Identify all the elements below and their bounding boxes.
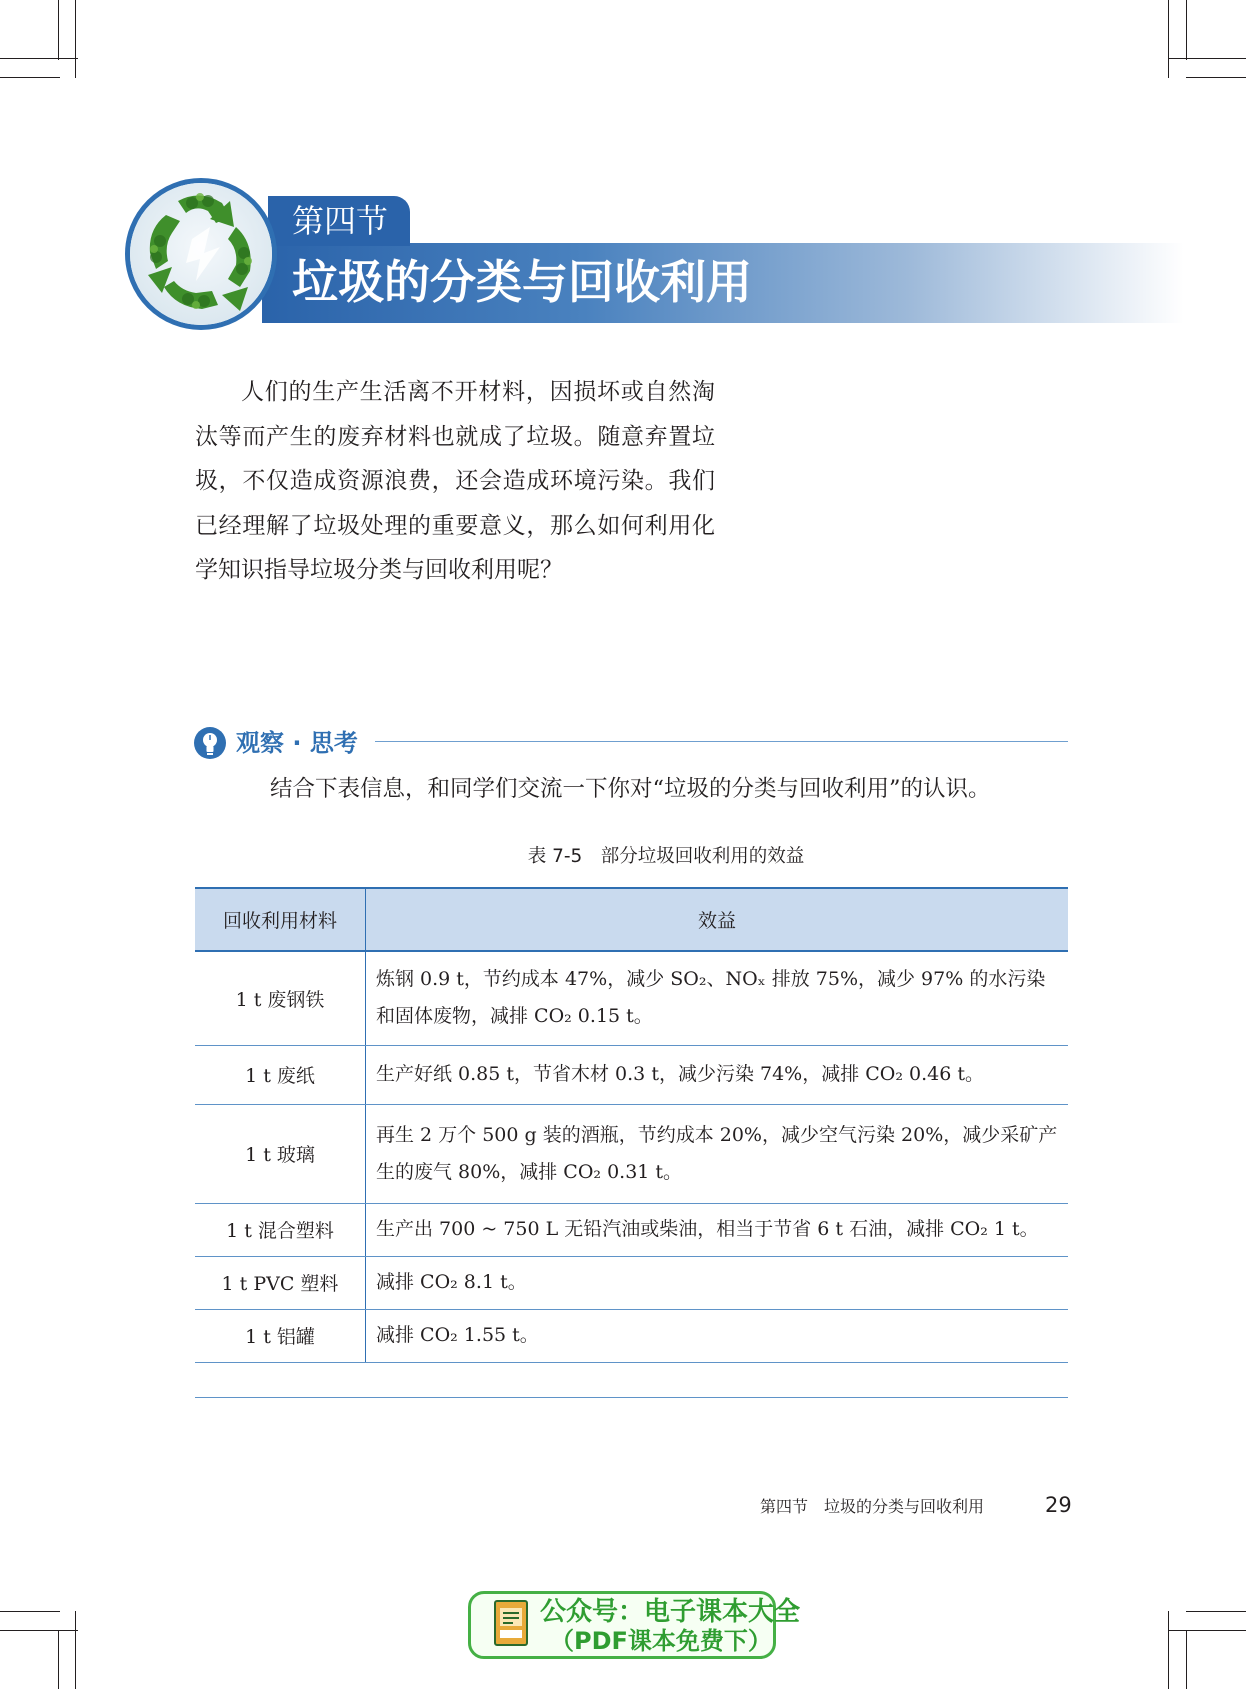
discussion-prompt: 结合下表信息，和同学们交流一下你对“垃圾的分类与回收利用”的认识。 bbox=[270, 776, 991, 802]
section-label: 第四节 bbox=[292, 202, 389, 240]
running-footer: 第四节 垃圾的分类与回收利用 bbox=[760, 1497, 985, 1516]
benefit-cell: 生产好纸 0.85 t，节省木材 0.3 t，减少污染 74%，减排 CO₂ 0.46 t。 bbox=[366, 1045, 1069, 1104]
crop-mark bbox=[75, 0, 76, 78]
column-header: 回收利用材料 bbox=[195, 888, 366, 951]
crop-mark bbox=[1186, 0, 1187, 60]
watermark-line-1: 公众号：电子课本大全 bbox=[540, 1597, 801, 1627]
crop-mark bbox=[1168, 1630, 1246, 1631]
benefit-cell: 再生 2 万个 500 g 装的酒瓶，节约成本 20%，减少空气污染 20%，减少采矿产生的废气 80%，减排 CO₂ 0.31 t。 bbox=[366, 1104, 1069, 1203]
material-cell: 1 t 铝罐 bbox=[195, 1309, 366, 1362]
crop-mark bbox=[0, 58, 78, 59]
recycling-emblem bbox=[125, 178, 277, 330]
table-bottom-rule bbox=[195, 1397, 1068, 1398]
crop-mark bbox=[0, 77, 60, 78]
material-cell: 1 t 废钢铁 bbox=[195, 951, 366, 1045]
table-row bbox=[195, 1045, 1068, 1104]
benefit-cell: 炼钢 0.9 t，节约成本 47%，减少 SO₂、NOₓ 排放 75%，减少 97% 的水污染和固体废物，减排 CO₂ 0.15 t。 bbox=[366, 951, 1069, 1045]
crop-mark bbox=[75, 1611, 76, 1689]
divider bbox=[375, 741, 1068, 742]
crop-mark bbox=[1168, 58, 1246, 59]
crop-mark bbox=[58, 1630, 59, 1689]
crop-mark bbox=[1186, 77, 1246, 78]
table-row bbox=[195, 1309, 1068, 1362]
lightbulb-icon bbox=[193, 726, 227, 760]
page-number: 29 bbox=[1045, 1493, 1072, 1517]
crop-mark bbox=[1168, 0, 1169, 78]
table-row bbox=[195, 1203, 1068, 1256]
table-row bbox=[195, 1104, 1068, 1203]
material-cell: 1 t 废纸 bbox=[195, 1045, 366, 1104]
table-caption: 表 7-5 部分垃圾回收利用的效益 bbox=[527, 846, 805, 867]
recycle-trees-icon bbox=[130, 183, 272, 325]
crop-mark bbox=[1186, 1611, 1246, 1612]
crop-mark bbox=[0, 1611, 60, 1612]
material-cell: 1 t 混合塑料 bbox=[195, 1203, 366, 1256]
intro-paragraph: 人们的生产生活离不开材料，因损坏或自然淘汰等而产生的废弃材料也就成了垃圾。随意弃置垃圾，不仅造成资源浪费，还会造成环境污染。我们已经理解了垃圾处理的重要意义，那么如何利用化学知识指导垃圾分类与回收利用呢？ bbox=[195, 379, 715, 583]
column-header: 效益 bbox=[366, 888, 1069, 951]
page-title: 垃圾的分类与回收利用 bbox=[292, 255, 752, 309]
watermark-line-2: （PDF课本免费下） bbox=[550, 1627, 772, 1655]
table-row bbox=[195, 1256, 1068, 1309]
book-icon bbox=[494, 1600, 528, 1646]
table-row bbox=[195, 951, 1068, 1045]
benefit-cell: 生产出 700 ~ 750 L 无铅汽油或柴油，相当于节省 6 t 石油，减排 CO₂ 1 t。 bbox=[366, 1203, 1069, 1256]
crop-mark bbox=[1168, 1611, 1169, 1689]
benefit-cell: 减排 CO₂ 1.55 t。 bbox=[366, 1309, 1069, 1362]
recycling-benefits-table bbox=[195, 887, 1068, 1363]
benefit-cell: 减排 CO₂ 8.1 t。 bbox=[366, 1256, 1069, 1309]
table-header-row bbox=[195, 888, 1068, 951]
crop-mark bbox=[0, 1630, 78, 1631]
material-cell: 1 t PVC 塑料 bbox=[195, 1256, 366, 1309]
observe-think-heading: 观察 · 思考 bbox=[236, 729, 358, 757]
crop-mark bbox=[58, 0, 59, 60]
crop-mark bbox=[1186, 1630, 1187, 1689]
material-cell: 1 t 玻璃 bbox=[195, 1104, 366, 1203]
